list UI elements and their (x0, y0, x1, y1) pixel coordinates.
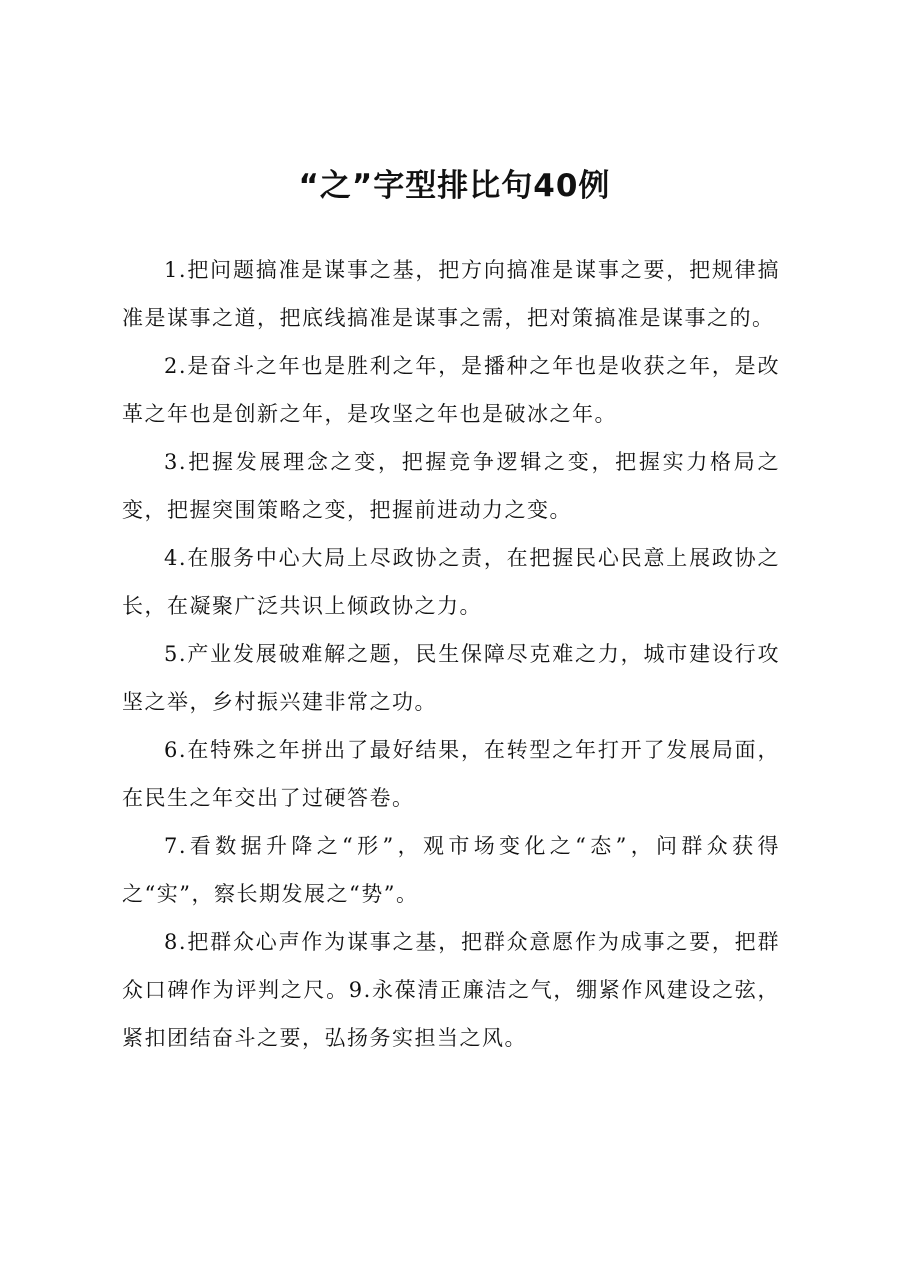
paragraph-6: 6.在特殊之年拼出了最好结果，在转型之年打开了发展局面，在民生之年交出了过硬答卷。 (122, 738, 780, 810)
paragraph-3: 3.把握发展理念之变，把握竞争逻辑之变，把握实力格局之变，把握突围策略之变，把握前进动力之变。 (122, 450, 780, 522)
paragraph-1: 1.把问题搞准是谋事之基，把方向搞准是谋事之要，把规律搞准是谋事之道，把底线搞准是谋事之需，把对策搞准是谋事之的。 (122, 258, 780, 330)
document-body (122, 246, 780, 1062)
paragraph-2: 2.是奋斗之年也是胜利之年，是播种之年也是收获之年，是改革之年也是创新之年，是攻坚之年也是破冰之年。 (122, 354, 780, 426)
paragraph-4: 4.在服务中心大局上尽政协之责，在把握民心民意上展政协之长，在凝聚广泛共识上倾政协之力。 (122, 546, 780, 618)
paragraph-8: 8.把群众心声作为谋事之基，把群众意愿作为成事之要，把群众口碑作为评判之尺。9.永葆清正廉洁之气，绷紧作风建设之弦，紧扣团结奋斗之要，弘扬务实担当之风。 (122, 930, 780, 1050)
document-title: “之”字型排比句40例 (298, 168, 611, 204)
paragraph-7: 7.看数据升降之“形”，观市场变化之“态”，问群众获得之“实”，察长期发展之“势”。 (122, 834, 780, 906)
paragraph-5: 5.产业发展破难解之题，民生保障尽克难之力，城市建设行攻坚之举，乡村振兴建非常之功。 (122, 642, 780, 714)
